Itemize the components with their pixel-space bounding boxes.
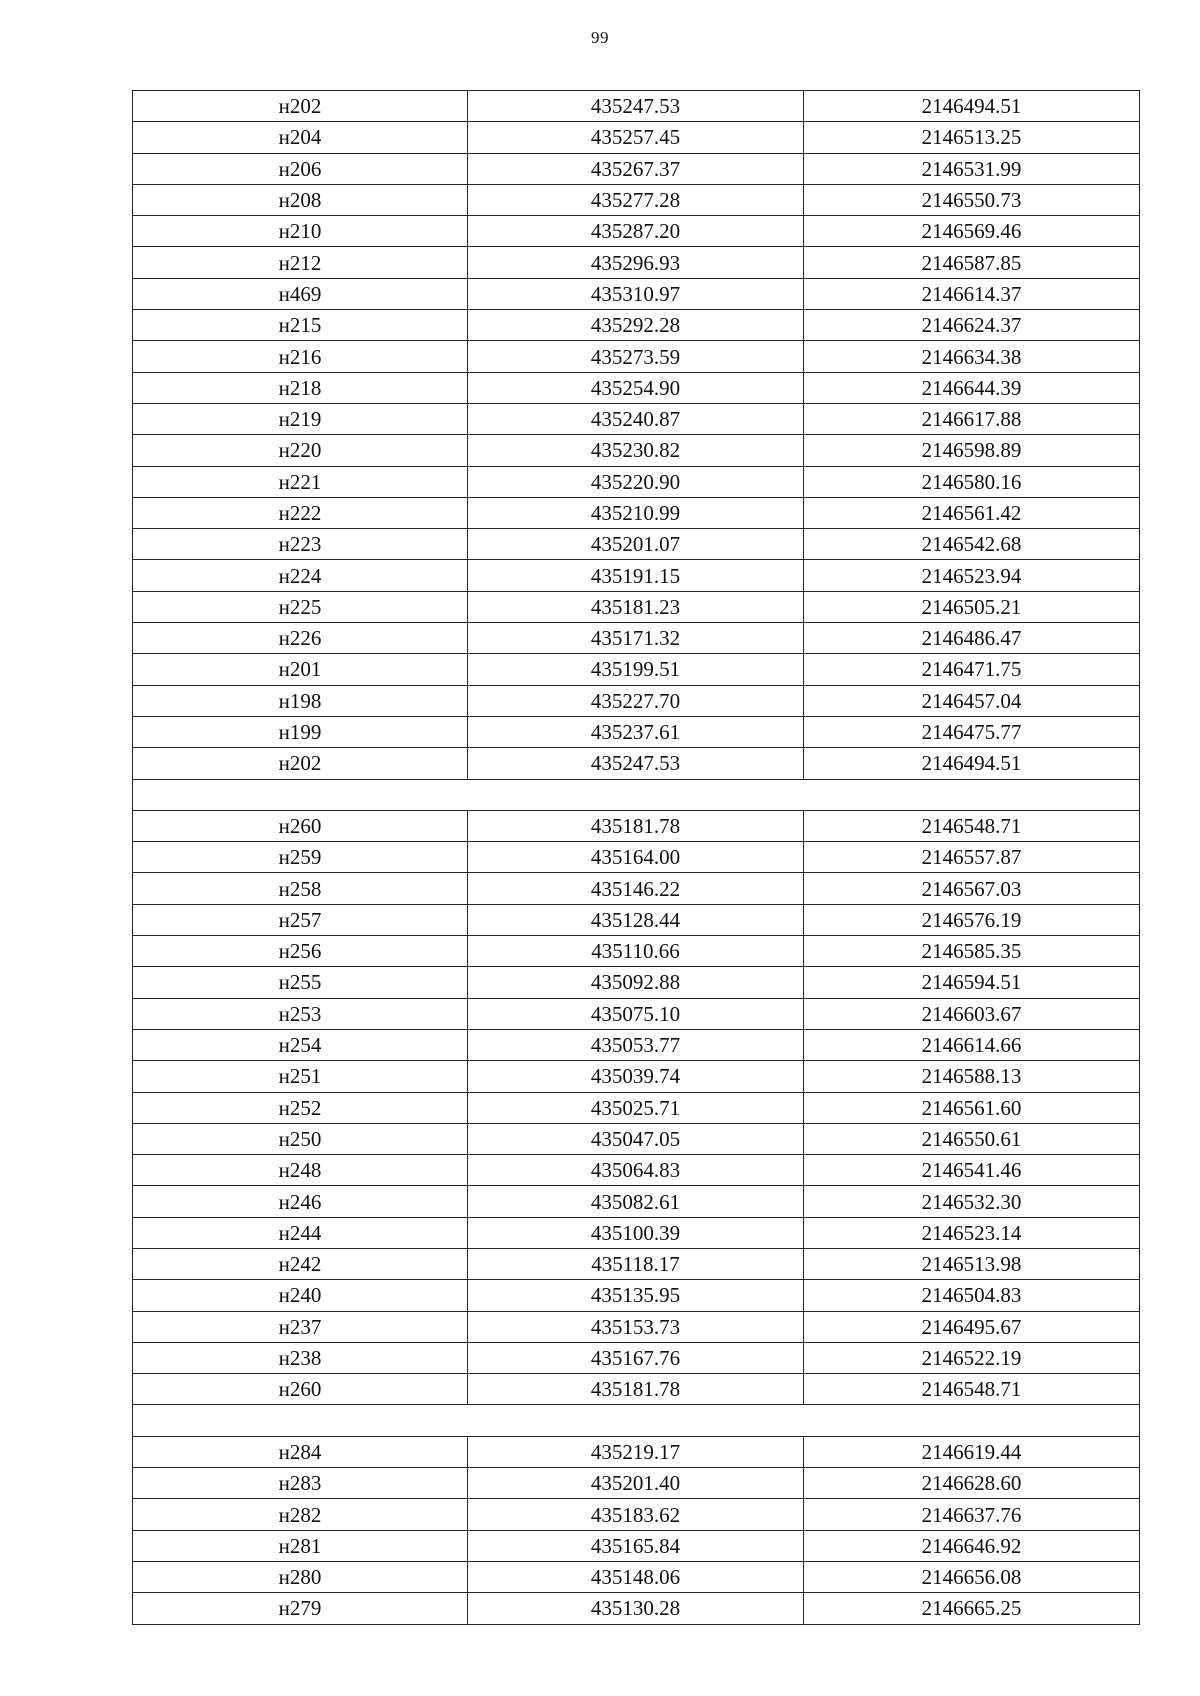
y-coordinate-cell: 2146548.71: [804, 1374, 1140, 1405]
table-row: [133, 904, 1140, 935]
y-coordinate-cell: 2146471.75: [804, 654, 1140, 685]
point-id-cell: н215: [133, 310, 468, 341]
point-id-cell: н223: [133, 529, 468, 560]
table-row: [133, 1280, 1140, 1311]
y-coordinate-cell: 2146494.51: [804, 748, 1140, 779]
table-row: [133, 685, 1140, 716]
x-coordinate-cell: 435148.06: [468, 1561, 804, 1592]
table-row: [133, 529, 1140, 560]
table-row: [133, 91, 1140, 122]
point-id-cell: н220: [133, 435, 468, 466]
x-coordinate-cell: 435257.45: [468, 122, 804, 153]
y-coordinate-cell: 2146614.66: [804, 1029, 1140, 1060]
table-row: [133, 310, 1140, 341]
point-id-cell: н280: [133, 1561, 468, 1592]
point-id-cell: н259: [133, 842, 468, 873]
x-coordinate-cell: 435220.90: [468, 466, 804, 497]
x-coordinate-cell: 435254.90: [468, 372, 804, 403]
x-coordinate-cell: 435219.17: [468, 1436, 804, 1467]
table-row: [133, 1499, 1140, 1530]
x-coordinate-cell: 435100.39: [468, 1217, 804, 1248]
point-id-cell: н222: [133, 497, 468, 528]
y-coordinate-cell: 2146569.46: [804, 216, 1140, 247]
y-coordinate-cell: 2146588.13: [804, 1061, 1140, 1092]
table-row: [133, 1217, 1140, 1248]
y-coordinate-cell: 2146619.44: [804, 1436, 1140, 1467]
x-coordinate-cell: 435237.61: [468, 716, 804, 747]
table-row: [133, 1468, 1140, 1499]
point-id-cell: н244: [133, 1217, 468, 1248]
x-coordinate-cell: 435092.88: [468, 967, 804, 998]
point-id-cell: н251: [133, 1061, 468, 1092]
x-coordinate-cell: 435171.32: [468, 623, 804, 654]
y-coordinate-cell: 2146617.88: [804, 403, 1140, 434]
separator-cell: [133, 779, 1140, 810]
y-coordinate-cell: 2146587.85: [804, 247, 1140, 278]
table-row: [133, 435, 1140, 466]
table-row: [133, 278, 1140, 309]
point-id-cell: н210: [133, 216, 468, 247]
point-id-cell: н216: [133, 341, 468, 372]
y-coordinate-cell: 2146665.25: [804, 1593, 1140, 1624]
x-coordinate-cell: 435247.53: [468, 748, 804, 779]
table-row: [133, 842, 1140, 873]
table-row: [133, 591, 1140, 622]
x-coordinate-cell: 435039.74: [468, 1061, 804, 1092]
table-row: [133, 748, 1140, 779]
table-row: [133, 341, 1140, 372]
x-coordinate-cell: 435128.44: [468, 904, 804, 935]
point-id-cell: н257: [133, 904, 468, 935]
y-coordinate-cell: 2146628.60: [804, 1468, 1140, 1499]
x-coordinate-cell: 435277.28: [468, 184, 804, 215]
y-coordinate-cell: 2146598.89: [804, 435, 1140, 466]
point-id-cell: н255: [133, 967, 468, 998]
y-coordinate-cell: 2146495.67: [804, 1311, 1140, 1342]
x-coordinate-cell: 435240.87: [468, 403, 804, 434]
y-coordinate-cell: 2146513.25: [804, 122, 1140, 153]
y-coordinate-cell: 2146542.68: [804, 529, 1140, 560]
point-id-cell: н284: [133, 1436, 468, 1467]
y-coordinate-cell: 2146594.51: [804, 967, 1140, 998]
point-id-cell: н469: [133, 278, 468, 309]
y-coordinate-cell: 2146550.73: [804, 184, 1140, 215]
point-id-cell: н199: [133, 716, 468, 747]
point-id-cell: н240: [133, 1280, 468, 1311]
point-id-cell: н260: [133, 810, 468, 841]
point-id-cell: н225: [133, 591, 468, 622]
x-coordinate-cell: 435053.77: [468, 1029, 804, 1060]
y-coordinate-cell: 2146522.19: [804, 1342, 1140, 1373]
table-row: [133, 1342, 1140, 1373]
table-row: [133, 654, 1140, 685]
point-id-cell: н221: [133, 466, 468, 497]
point-id-cell: н246: [133, 1186, 468, 1217]
point-id-cell: н202: [133, 91, 468, 122]
table-row: [133, 1436, 1140, 1467]
point-id-cell: н226: [133, 623, 468, 654]
table-row: [133, 560, 1140, 591]
table-row: [133, 216, 1140, 247]
y-coordinate-cell: 2146634.38: [804, 341, 1140, 372]
point-id-cell: н253: [133, 998, 468, 1029]
point-id-cell: н254: [133, 1029, 468, 1060]
point-id-cell: н224: [133, 560, 468, 591]
y-coordinate-cell: 2146624.37: [804, 310, 1140, 341]
x-coordinate-cell: 435047.05: [468, 1123, 804, 1154]
table-row: [133, 1155, 1140, 1186]
table-row: [133, 967, 1140, 998]
y-coordinate-cell: 2146603.67: [804, 998, 1140, 1029]
coordinates-table-body: [133, 91, 1140, 1625]
point-id-cell: н212: [133, 247, 468, 278]
y-coordinate-cell: 2146561.60: [804, 1092, 1140, 1123]
y-coordinate-cell: 2146557.87: [804, 842, 1140, 873]
y-coordinate-cell: 2146614.37: [804, 278, 1140, 309]
y-coordinate-cell: 2146637.76: [804, 1499, 1140, 1530]
table-row: [133, 1311, 1140, 1342]
table-row: [133, 153, 1140, 184]
point-id-cell: н218: [133, 372, 468, 403]
x-coordinate-cell: 435267.37: [468, 153, 804, 184]
table-row: [133, 372, 1140, 403]
y-coordinate-cell: 2146656.08: [804, 1561, 1140, 1592]
table-row: [133, 1374, 1140, 1405]
y-coordinate-cell: 2146505.21: [804, 591, 1140, 622]
x-coordinate-cell: 435201.40: [468, 1468, 804, 1499]
x-coordinate-cell: 435075.10: [468, 998, 804, 1029]
x-coordinate-cell: 435210.99: [468, 497, 804, 528]
x-coordinate-cell: 435247.53: [468, 91, 804, 122]
y-coordinate-cell: 2146523.94: [804, 560, 1140, 591]
table-row: [133, 1186, 1140, 1217]
x-coordinate-cell: 435199.51: [468, 654, 804, 685]
table-row: [133, 184, 1140, 215]
table-row: [133, 623, 1140, 654]
table-row: [133, 1061, 1140, 1092]
x-coordinate-cell: 435181.23: [468, 591, 804, 622]
page-number: 99: [591, 28, 609, 47]
table-row: [133, 1530, 1140, 1561]
x-coordinate-cell: 435273.59: [468, 341, 804, 372]
x-coordinate-cell: 435292.28: [468, 310, 804, 341]
x-coordinate-cell: 435135.95: [468, 1280, 804, 1311]
point-id-cell: н242: [133, 1248, 468, 1279]
table-row: [133, 403, 1140, 434]
y-coordinate-cell: 2146532.30: [804, 1186, 1140, 1217]
x-coordinate-cell: 435227.70: [468, 685, 804, 716]
y-coordinate-cell: 2146580.16: [804, 466, 1140, 497]
y-coordinate-cell: 2146548.71: [804, 810, 1140, 841]
y-coordinate-cell: 2146567.03: [804, 873, 1140, 904]
point-id-cell: н204: [133, 122, 468, 153]
table-row: [133, 1029, 1140, 1060]
point-id-cell: н198: [133, 685, 468, 716]
table-row: [133, 936, 1140, 967]
x-coordinate-cell: 435153.73: [468, 1311, 804, 1342]
coordinates-table: [132, 90, 1140, 1625]
table-row: [133, 247, 1140, 278]
table-row: [133, 873, 1140, 904]
y-coordinate-cell: 2146541.46: [804, 1155, 1140, 1186]
x-coordinate-cell: 435082.61: [468, 1186, 804, 1217]
x-coordinate-cell: 435146.22: [468, 873, 804, 904]
point-id-cell: н238: [133, 1342, 468, 1373]
table-row: [133, 810, 1140, 841]
point-id-cell: н206: [133, 153, 468, 184]
y-coordinate-cell: 2146494.51: [804, 91, 1140, 122]
x-coordinate-cell: 435230.82: [468, 435, 804, 466]
x-coordinate-cell: 435201.07: [468, 529, 804, 560]
x-coordinate-cell: 435165.84: [468, 1530, 804, 1561]
table-row: [133, 122, 1140, 153]
x-coordinate-cell: 435181.78: [468, 1374, 804, 1405]
x-coordinate-cell: 435130.28: [468, 1593, 804, 1624]
point-id-cell: н260: [133, 1374, 468, 1405]
point-id-cell: н258: [133, 873, 468, 904]
separator-cell: [133, 1405, 1140, 1436]
point-id-cell: н281: [133, 1530, 468, 1561]
table-row: [133, 1092, 1140, 1123]
point-id-cell: н282: [133, 1499, 468, 1530]
x-coordinate-cell: 435167.76: [468, 1342, 804, 1373]
y-coordinate-cell: 2146475.77: [804, 716, 1140, 747]
y-coordinate-cell: 2146550.61: [804, 1123, 1140, 1154]
x-coordinate-cell: 435164.00: [468, 842, 804, 873]
y-coordinate-cell: 2146576.19: [804, 904, 1140, 935]
x-coordinate-cell: 435296.93: [468, 247, 804, 278]
point-id-cell: н201: [133, 654, 468, 685]
point-id-cell: н237: [133, 1311, 468, 1342]
point-id-cell: н279: [133, 1593, 468, 1624]
y-coordinate-cell: 2146504.83: [804, 1280, 1140, 1311]
x-coordinate-cell: 435110.66: [468, 936, 804, 967]
point-id-cell: н219: [133, 403, 468, 434]
y-coordinate-cell: 2146457.04: [804, 685, 1140, 716]
table-row: [133, 1248, 1140, 1279]
y-coordinate-cell: 2146531.99: [804, 153, 1140, 184]
y-coordinate-cell: 2146644.39: [804, 372, 1140, 403]
table-row: [133, 497, 1140, 528]
table-row: [133, 998, 1140, 1029]
point-id-cell: н208: [133, 184, 468, 215]
y-coordinate-cell: 2146523.14: [804, 1217, 1140, 1248]
y-coordinate-cell: 2146513.98: [804, 1248, 1140, 1279]
point-id-cell: н202: [133, 748, 468, 779]
group-separator-row: [133, 1405, 1140, 1436]
x-coordinate-cell: 435118.17: [468, 1248, 804, 1279]
x-coordinate-cell: 435183.62: [468, 1499, 804, 1530]
point-id-cell: н252: [133, 1092, 468, 1123]
point-id-cell: н248: [133, 1155, 468, 1186]
table-row: [133, 716, 1140, 747]
y-coordinate-cell: 2146486.47: [804, 623, 1140, 654]
x-coordinate-cell: 435310.97: [468, 278, 804, 309]
group-separator-row: [133, 779, 1140, 810]
table-row: [133, 466, 1140, 497]
y-coordinate-cell: 2146585.35: [804, 936, 1140, 967]
x-coordinate-cell: 435025.71: [468, 1092, 804, 1123]
y-coordinate-cell: 2146646.92: [804, 1530, 1140, 1561]
table-row: [133, 1123, 1140, 1154]
y-coordinate-cell: 2146561.42: [804, 497, 1140, 528]
point-id-cell: н256: [133, 936, 468, 967]
table-row: [133, 1593, 1140, 1624]
x-coordinate-cell: 435287.20: [468, 216, 804, 247]
x-coordinate-cell: 435181.78: [468, 810, 804, 841]
x-coordinate-cell: 435191.15: [468, 560, 804, 591]
point-id-cell: н250: [133, 1123, 468, 1154]
point-id-cell: н283: [133, 1468, 468, 1499]
table-row: [133, 1561, 1140, 1592]
x-coordinate-cell: 435064.83: [468, 1155, 804, 1186]
